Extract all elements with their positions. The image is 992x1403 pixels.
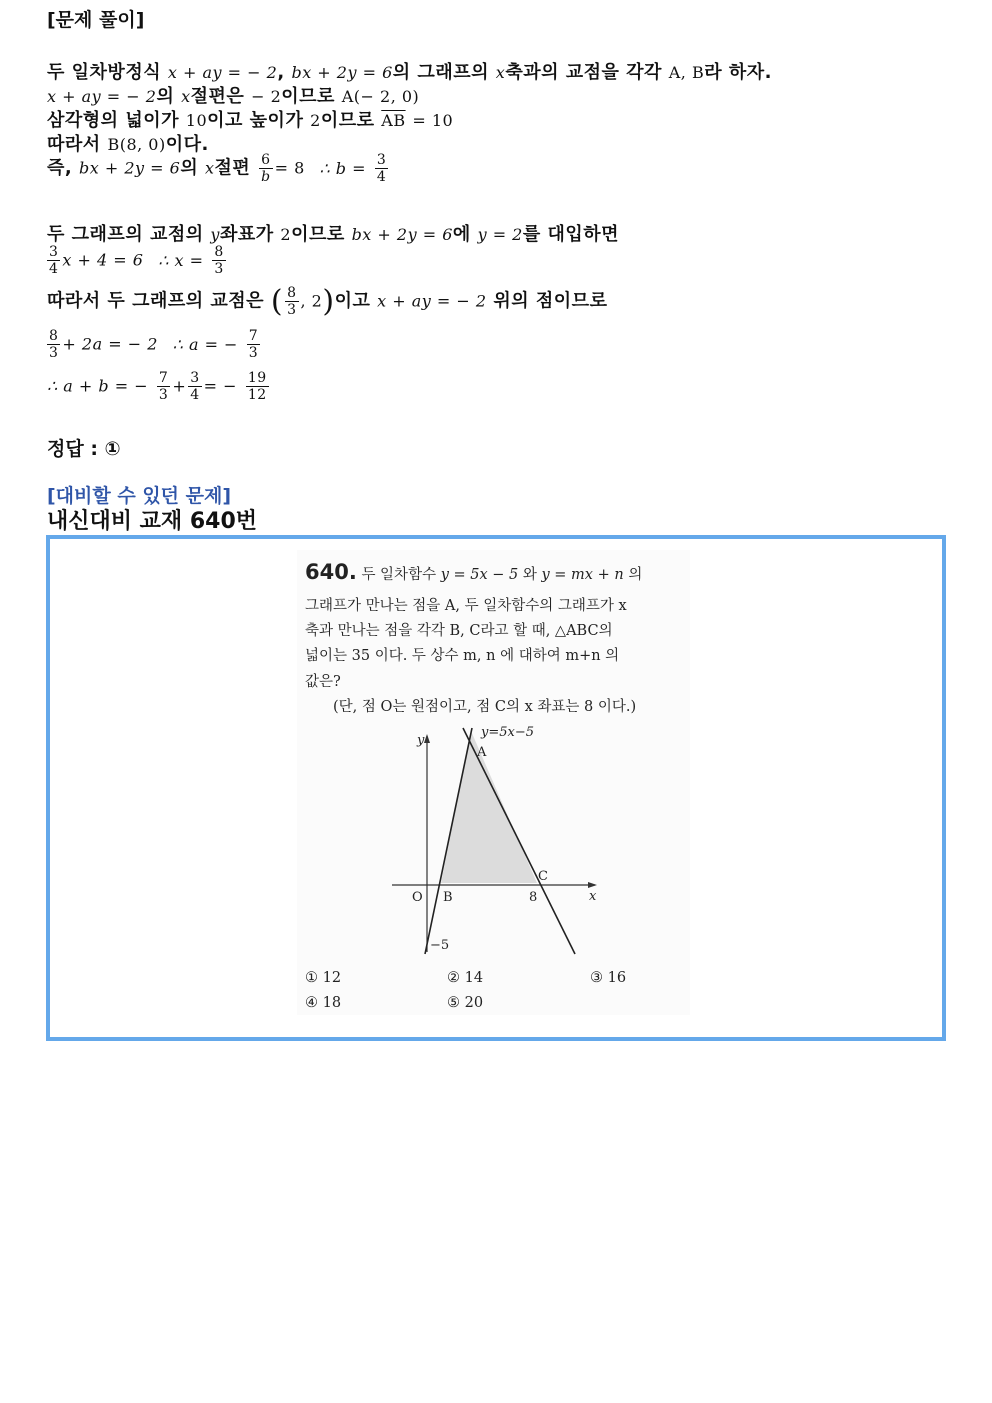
denominator: 4 [376, 169, 387, 185]
numerator: 19 [247, 370, 267, 386]
text: 라 하자. [704, 62, 772, 83]
function-2: y = mx + n [541, 567, 624, 583]
denominator: b [261, 169, 271, 185]
denominator: 12 [247, 387, 267, 403]
text: 따라서 [47, 134, 101, 155]
expression: + 2a = − 2 [62, 334, 158, 354]
equation: x + ay = − 2 [47, 87, 157, 106]
point-a: A(− 2, 0) [341, 87, 420, 106]
text: 좌표가 [219, 224, 274, 245]
solution-line-9 [47, 328, 262, 361]
choice-2: ② 14 [447, 970, 484, 986]
choice-4: ④ 18 [305, 995, 342, 1011]
text: 두 그래프의 교점의 [47, 224, 204, 245]
equals-8: = 8 [274, 158, 305, 178]
text: 이고 높이가 [207, 110, 304, 131]
numerator: 8 [214, 244, 224, 260]
equals-minus: = − [203, 376, 238, 396]
text: 에 [452, 224, 471, 245]
text: 축과의 교점을 각각 [505, 62, 662, 83]
point-y: , 2 [300, 291, 323, 311]
sum-lhs: ∴ a + b = − [47, 376, 149, 396]
related-title: 내신대비 교재 640번 [47, 509, 258, 534]
problem-graph [377, 722, 617, 962]
answer: 정답 : ① [47, 438, 121, 460]
therefore-b: ∴ b = [319, 158, 367, 178]
text: 이므로 [281, 86, 335, 107]
equation: bx + 2y = 6 [351, 225, 453, 244]
problem-number: 640. [305, 560, 357, 584]
var-x: x [495, 63, 506, 82]
line-label: y=5x−5 [481, 725, 535, 740]
fraction-8-3 [47, 328, 60, 361]
x-axis-label: x [589, 889, 597, 904]
therefore-x: ∴ x = [158, 250, 204, 270]
text: 의 [628, 567, 643, 583]
y-axis-arrow [424, 734, 430, 743]
var-y: y [210, 225, 220, 244]
text: 의 그래프의 [392, 62, 489, 83]
numerator: 7 [158, 370, 169, 386]
solution-line-3 [47, 106, 453, 132]
fraction-7-3 [157, 370, 170, 403]
fraction-x-value [212, 244, 225, 277]
text: 삼각형의 넓이가 [47, 110, 179, 131]
text: 이므로 [320, 110, 375, 131]
numerator: 8 [287, 285, 297, 301]
numerator: 7 [248, 328, 259, 344]
problem-line-5: 값은? [305, 674, 341, 690]
substitution: y = 2 [477, 225, 523, 244]
text: 의 [156, 86, 175, 107]
problem-note: (단, 점 O는 원점이고, 점 C의 x 좌표는 8 이다.) [333, 699, 637, 715]
problem-line-3: 축과 만나는 점을 각각 B, C라고 할 때, △ABC의 [305, 623, 613, 639]
text: , [277, 62, 285, 83]
label-8: 8 [529, 890, 538, 905]
label-minus-5: −5 [430, 938, 450, 953]
label-a: A [477, 745, 487, 760]
text: 와 [522, 567, 537, 583]
text: 두 일차함수 [361, 567, 437, 583]
var-x: x [181, 87, 191, 106]
equation-1: x + ay = − 2 [167, 63, 278, 82]
expression: x + 4 = 6 [62, 250, 144, 270]
fraction-result [246, 370, 269, 403]
label-origin: O [412, 890, 423, 905]
point-b: B(8, 0) [107, 135, 166, 154]
denominator: 3 [158, 387, 169, 403]
segment-ab: $\overline{AB}$ [381, 111, 406, 130]
denominator: 4 [190, 387, 200, 403]
fraction-3-4 [47, 244, 60, 277]
paren-close: ) [322, 284, 335, 319]
paren-open: ( [270, 284, 284, 319]
height-value: 2 [310, 111, 321, 130]
y-axis-label: y [417, 733, 425, 748]
denominator: 3 [287, 302, 297, 318]
fraction-a-value [247, 328, 260, 361]
equation: bx + 2y = 6 [79, 158, 181, 178]
text: 즉, [47, 157, 73, 179]
text: 두 일차방정식 [47, 62, 162, 83]
function-1: y = 5x − 5 [440, 567, 519, 583]
choice-5: ⑤ 20 [447, 995, 484, 1011]
choice-3: ③ 16 [590, 970, 627, 986]
solution-line-10 [47, 370, 271, 403]
numerator: 3 [376, 152, 387, 168]
label-c: C [538, 869, 548, 884]
value: − 2 [251, 87, 282, 106]
area-value: 10 [185, 111, 208, 130]
related-heading: [대비할 수 있던 문제] [47, 485, 232, 507]
text: 이므로 [291, 224, 345, 245]
problem-line-4: 넓이는 35 이다. 두 상수 m, n 에 대하여 m+n 의 [305, 648, 620, 664]
fraction-8-3 [285, 285, 298, 318]
solution-line-1 [47, 58, 772, 84]
value: 2 [280, 225, 292, 244]
solution-heading: [문제 풀이] [47, 9, 145, 31]
problem-line-2: 그래프가 만나는 점을 A, 두 일차함수의 그래프가 x [305, 598, 627, 614]
plus-sign: + [172, 376, 187, 396]
numerator: 6 [259, 152, 272, 169]
equation: x + ay = − 2 [377, 291, 487, 311]
x-axis-arrow [588, 882, 597, 888]
numerator: 3 [49, 244, 59, 260]
numerator: 3 [190, 370, 200, 386]
text: 이고 [334, 290, 371, 312]
fraction-6-over-b [259, 152, 272, 185]
solution-line-5 [47, 152, 390, 185]
text: 를 대입하면 [522, 224, 620, 245]
problem-line-1 [305, 560, 642, 584]
text: 절편 [214, 157, 251, 179]
text: 의 [180, 157, 199, 179]
denominator: 4 [49, 261, 59, 277]
fraction-b-value [375, 152, 388, 185]
solution-line-2 [47, 82, 419, 108]
problem-card [297, 550, 690, 1015]
numerator: 8 [49, 328, 59, 344]
denominator: 3 [214, 261, 224, 277]
choice-1: ① 12 [305, 970, 342, 986]
fraction-3-4 [188, 370, 201, 403]
solution-line-7 [47, 244, 228, 277]
therefore-a: ∴ a = − [172, 334, 238, 354]
points-ab: A, B [668, 63, 705, 82]
text: 이다. [165, 134, 209, 155]
segment-value: = 10 [412, 111, 454, 130]
label-b: B [443, 890, 453, 905]
text: 따라서 두 그래프의 교점은 [47, 290, 265, 312]
solution-line-8 [47, 284, 607, 319]
denominator: 3 [248, 345, 259, 361]
text: 절편은 [190, 86, 245, 107]
equation-2: bx + 2y = 6 [291, 63, 393, 82]
var-x: x [205, 158, 215, 178]
text: 위의 점이므로 [493, 290, 608, 312]
solution-line-6 [47, 220, 619, 246]
denominator: 3 [49, 345, 59, 361]
